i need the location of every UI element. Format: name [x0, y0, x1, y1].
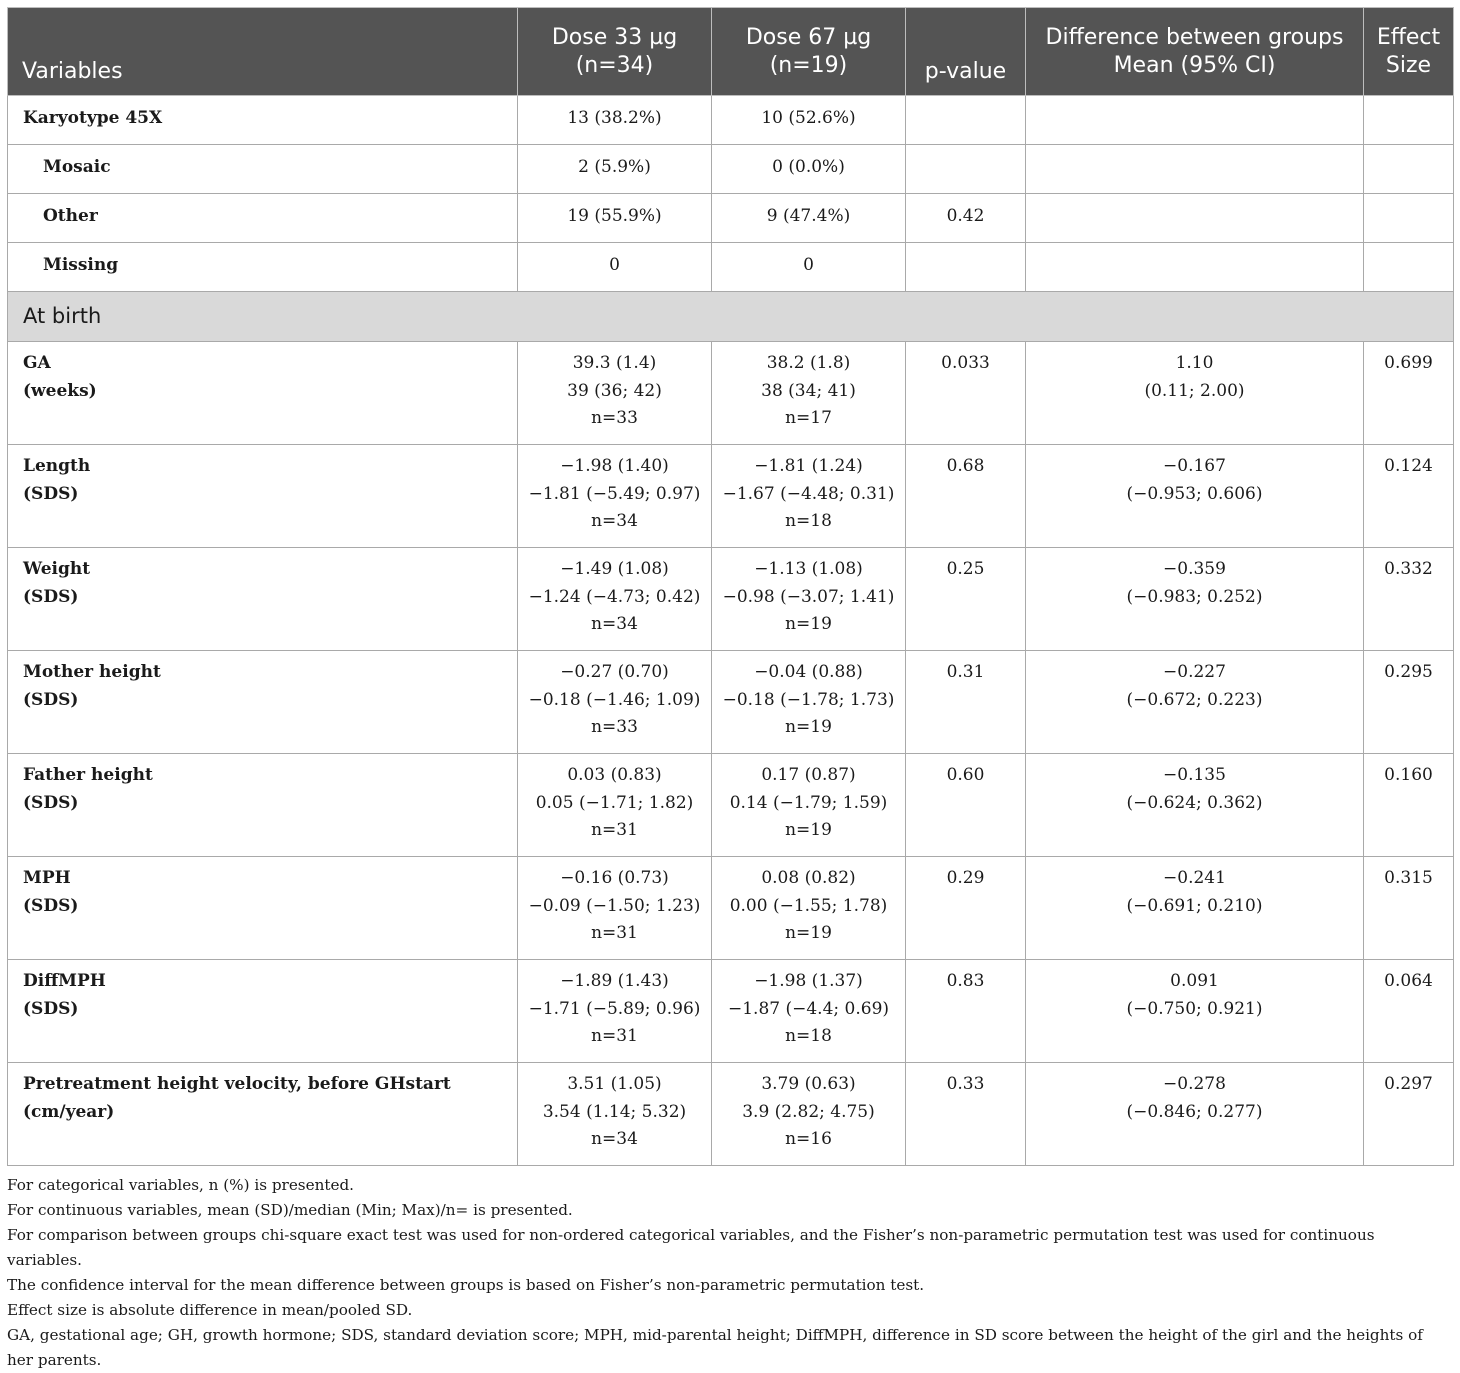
- row-label-line1: Father height: [23, 765, 153, 785]
- table-header: [8, 8, 1454, 96]
- cell-effect-size: 0.315: [1364, 857, 1454, 960]
- cell-line: 3.79 (0.63): [761, 1074, 856, 1094]
- cell-effect-size: 0.124: [1364, 445, 1454, 548]
- cell-p-value: 0.83: [906, 960, 1026, 1063]
- cell-difference: [1026, 342, 1364, 445]
- cell-line: n=34: [591, 614, 638, 634]
- cell-dose-67: [712, 1063, 906, 1166]
- cell-p-value: 0.25: [906, 548, 1026, 651]
- cell-dose-33: 2 (5.9%): [518, 145, 712, 194]
- cell-line: n=31: [591, 923, 638, 943]
- cell-line: 38 (34; 41): [761, 380, 856, 401]
- row-label: [8, 754, 518, 857]
- cell-difference: [1026, 754, 1364, 857]
- cell-dose-33: 0: [518, 243, 712, 292]
- row-label: [8, 548, 518, 651]
- cell-line: −1.13 (1.08): [754, 559, 863, 579]
- cell-line: n=19: [785, 614, 832, 634]
- row-label: Missing: [8, 243, 518, 292]
- cell-p-value: [906, 145, 1026, 194]
- footnote-line: For categorical variables, n (%) is presented.: [7, 1176, 355, 1194]
- table-body: [8, 96, 1454, 1166]
- cell-dose-67: [712, 960, 906, 1063]
- table-row: [8, 342, 1454, 445]
- row-label: Karyotype 45X: [8, 96, 518, 145]
- cell-line: n=19: [785, 820, 832, 840]
- cell-difference: [1026, 1063, 1364, 1166]
- cell-line: (−0.846; 0.277): [1126, 1101, 1263, 1122]
- cell-line: n=31: [591, 820, 638, 840]
- cell-line: (−0.624; 0.362): [1126, 792, 1263, 813]
- cell-effect-size: 0.699: [1364, 342, 1454, 445]
- cell-effect-size: [1364, 194, 1454, 243]
- cell-line: 3.54 (1.14; 5.32): [542, 1101, 687, 1122]
- cell-line: 0.091: [1170, 971, 1219, 991]
- cell-p-value: 0.68: [906, 445, 1026, 548]
- cell-line: 38.2 (1.8): [766, 353, 851, 373]
- row-label: [8, 651, 518, 754]
- cell-line: n=17: [785, 408, 832, 428]
- header-effect-size: [1364, 8, 1454, 96]
- cell-dose-67: [712, 548, 906, 651]
- row-label: Other: [8, 194, 518, 243]
- cell-effect-size: [1364, 243, 1454, 292]
- cell-line: −0.241: [1163, 868, 1226, 888]
- cell-dose-33: [518, 651, 712, 754]
- cell-difference: [1026, 96, 1364, 145]
- table-row: [8, 548, 1454, 651]
- cell-line: n=33: [591, 408, 638, 428]
- cell-line: n=33: [591, 717, 638, 737]
- cell-line: 0.17 (0.87): [761, 765, 856, 785]
- cell-dose-67: 10 (52.6%): [712, 96, 906, 145]
- table-row: [8, 145, 1454, 194]
- row-label-line1: Pretreatment height velocity, before GHstart (cm/year): [23, 1074, 451, 1122]
- cell-dose-67: [712, 754, 906, 857]
- cell-line: 1.10: [1175, 353, 1214, 373]
- cell-line: −0.227: [1163, 662, 1226, 682]
- cell-line: n=34: [591, 511, 638, 531]
- header-difference-line2: Mean (95% CI): [1113, 52, 1276, 78]
- row-label: [8, 1063, 518, 1166]
- cell-dose-67: 0 (0.0%): [712, 145, 906, 194]
- header-dose-33-line2: (n=34): [575, 52, 654, 78]
- cell-p-value: [906, 96, 1026, 145]
- cell-line: −0.04 (0.88): [754, 662, 863, 682]
- table-row: [8, 960, 1454, 1063]
- table-row: [8, 857, 1454, 960]
- cell-line: −1.81 (1.24): [754, 456, 863, 476]
- cell-p-value: 0.033: [906, 342, 1026, 445]
- cell-dose-33: [518, 548, 712, 651]
- row-label-line1: DiffMPH: [23, 971, 106, 991]
- header-dose-67: [712, 8, 906, 96]
- header-difference-line1: Difference between groups: [1045, 24, 1344, 50]
- table-row: [8, 445, 1454, 548]
- cell-line: (−0.953; 0.606): [1126, 483, 1263, 504]
- cell-line: (−0.750; 0.921): [1126, 998, 1263, 1019]
- footnote-line: The confidence interval for the mean difference between groups is based on Fisher’s non-parametric permutation test.: [7, 1276, 925, 1294]
- header-effect-line1: Effect: [1376, 24, 1441, 50]
- cell-line: −0.98 (−3.07; 1.41): [722, 586, 895, 607]
- cell-dose-67: [712, 857, 906, 960]
- cell-line: −1.98 (1.40): [560, 456, 669, 476]
- header-dose-33: [518, 8, 712, 96]
- cell-dose-33: 19 (55.9%): [518, 194, 712, 243]
- row-label: [8, 445, 518, 548]
- footnote-line: For comparison between groups chi-square exact test was used for non-ordered categorical variables, and the Fisher’s non-parametric permutation test was used for continuous variables.: [7, 1226, 1375, 1269]
- cell-difference: [1026, 857, 1364, 960]
- cell-line: −1.89 (1.43): [560, 971, 669, 991]
- row-label-line2: (SDS): [23, 689, 79, 710]
- cell-line: −1.81 (−5.49; 0.97): [528, 483, 701, 504]
- cell-line: 39.3 (1.4): [572, 353, 657, 373]
- cell-p-value: 0.29: [906, 857, 1026, 960]
- cell-p-value: 0.60: [906, 754, 1026, 857]
- footnote-line: For continuous variables, mean (SD)/median (Min; Max)/n= is presented.: [7, 1201, 573, 1219]
- header-p-value: p-value: [906, 8, 1026, 96]
- section-label: At birth: [8, 292, 1454, 342]
- cell-p-value: 0.31: [906, 651, 1026, 754]
- cell-dose-33: [518, 857, 712, 960]
- table-row: [8, 96, 1454, 145]
- cell-effect-size: 0.297: [1364, 1063, 1454, 1166]
- cell-p-value: [906, 243, 1026, 292]
- cell-line: −1.98 (1.37): [754, 971, 863, 991]
- table-container: [7, 7, 1453, 1373]
- cell-line: −0.18 (−1.46; 1.09): [528, 689, 701, 710]
- cell-dose-33: [518, 1063, 712, 1166]
- cell-line: n=18: [785, 511, 832, 531]
- cell-line: 3.51 (1.05): [567, 1074, 662, 1094]
- cell-line: 0.00 (−1.55; 1.78): [729, 895, 888, 916]
- row-label-line1: Weight: [23, 559, 91, 579]
- cell-difference: [1026, 960, 1364, 1063]
- header-row: [8, 8, 1454, 96]
- cell-dose-67: 0: [712, 243, 906, 292]
- cell-line: −0.278: [1163, 1074, 1226, 1094]
- cell-line: 0.05 (−1.71; 1.82): [535, 792, 694, 813]
- header-variables: Variables: [8, 8, 518, 96]
- row-label-line2: (SDS): [23, 895, 79, 916]
- row-label: Mosaic: [8, 145, 518, 194]
- cell-dose-33: [518, 754, 712, 857]
- row-label: [8, 342, 518, 445]
- cell-line: −1.87 (−4.4; 0.69): [727, 998, 890, 1019]
- row-label-line1: MPH: [23, 868, 71, 888]
- cell-difference: [1026, 243, 1364, 292]
- cell-line: (−0.672; 0.223): [1126, 689, 1263, 710]
- cell-line: (0.11; 2.00): [1144, 380, 1245, 401]
- cell-line: n=16: [785, 1129, 832, 1149]
- cell-difference: [1026, 145, 1364, 194]
- cell-line: −0.135: [1163, 765, 1226, 785]
- cell-p-value: 0.33: [906, 1063, 1026, 1166]
- cell-effect-size: 0.160: [1364, 754, 1454, 857]
- header-difference: [1026, 8, 1364, 96]
- cell-difference: [1026, 445, 1364, 548]
- footnote-line: GA, gestational age; GH, growth hormone; SDS, standard deviation score; MPH, mid-parental height; DiffMPH, difference in SD score between the height of the girl and the heights of her parents.: [7, 1326, 1423, 1369]
- cell-line: n=19: [785, 923, 832, 943]
- cell-line: −1.71 (−5.89; 0.96): [528, 998, 701, 1019]
- cell-line: n=19: [785, 717, 832, 737]
- row-label-line2: (weeks): [23, 380, 97, 401]
- cell-line: n=18: [785, 1026, 832, 1046]
- table-row: [8, 1063, 1454, 1166]
- cell-line: (−0.983; 0.252): [1126, 586, 1263, 607]
- cell-dose-67: [712, 342, 906, 445]
- cell-p-value: 0.42: [906, 194, 1026, 243]
- table-row: [8, 194, 1454, 243]
- cell-effect-size: 0.295: [1364, 651, 1454, 754]
- cell-line: (−0.691; 0.210): [1126, 895, 1263, 916]
- cell-line: n=34: [591, 1129, 638, 1149]
- row-label-line1: GA: [23, 353, 51, 373]
- table-row: [8, 243, 1454, 292]
- header-dose-67-line1: Dose 67 µg: [745, 24, 872, 50]
- cell-effect-size: 0.332: [1364, 548, 1454, 651]
- cell-difference: [1026, 548, 1364, 651]
- cell-line: −1.24 (−4.73; 0.42): [528, 586, 701, 607]
- cell-line: 39 (36; 42): [567, 380, 662, 401]
- cell-line: −0.167: [1163, 456, 1226, 476]
- cell-line: −0.18 (−1.78; 1.73): [722, 689, 895, 710]
- cell-dose-33: [518, 342, 712, 445]
- cell-line: 0.14 (−1.79; 1.59): [729, 792, 888, 813]
- header-dose-67-line2: (n=19): [769, 52, 848, 78]
- cell-dose-67: [712, 445, 906, 548]
- row-label-line2: (SDS): [23, 586, 79, 607]
- table-footnotes: [7, 1173, 1453, 1373]
- cell-dose-33: 13 (38.2%): [518, 96, 712, 145]
- header-effect-line2: Size: [1385, 52, 1432, 78]
- row-label-line2: (SDS): [23, 998, 79, 1019]
- cell-dose-33: [518, 960, 712, 1063]
- row-label: [8, 857, 518, 960]
- cell-line: −1.49 (1.08): [560, 559, 669, 579]
- row-label-line2: (SDS): [23, 483, 79, 504]
- row-label-line1: Length: [23, 456, 91, 476]
- cell-dose-67: 9 (47.4%): [712, 194, 906, 243]
- cell-line: n=31: [591, 1026, 638, 1046]
- cell-dose-33: [518, 445, 712, 548]
- row-label-line1: Mother height: [23, 662, 161, 682]
- cell-line: −0.359: [1163, 559, 1226, 579]
- cell-effect-size: 0.064: [1364, 960, 1454, 1063]
- cell-line: 0.08 (0.82): [761, 868, 856, 888]
- cell-line: 3.9 (2.82; 4.75): [742, 1101, 875, 1122]
- table-row: [8, 651, 1454, 754]
- baseline-characteristics-table: [7, 7, 1454, 1166]
- cell-line: −0.16 (0.73): [560, 868, 669, 888]
- table-row: [8, 754, 1454, 857]
- section-row: [8, 292, 1454, 342]
- cell-difference: [1026, 194, 1364, 243]
- cell-difference: [1026, 651, 1364, 754]
- cell-line: −0.27 (0.70): [560, 662, 669, 682]
- row-label-line2: (SDS): [23, 792, 79, 813]
- header-dose-33-line1: Dose 33 µg: [551, 24, 678, 50]
- cell-line: −0.09 (−1.50; 1.23): [528, 895, 701, 916]
- cell-effect-size: [1364, 145, 1454, 194]
- cell-line: −1.67 (−4.48; 0.31): [722, 483, 895, 504]
- footnote-line: Effect size is absolute difference in mean/pooled SD.: [7, 1301, 413, 1319]
- cell-line: 0.03 (0.83): [567, 765, 662, 785]
- cell-dose-67: [712, 651, 906, 754]
- row-label: [8, 960, 518, 1063]
- cell-effect-size: [1364, 96, 1454, 145]
